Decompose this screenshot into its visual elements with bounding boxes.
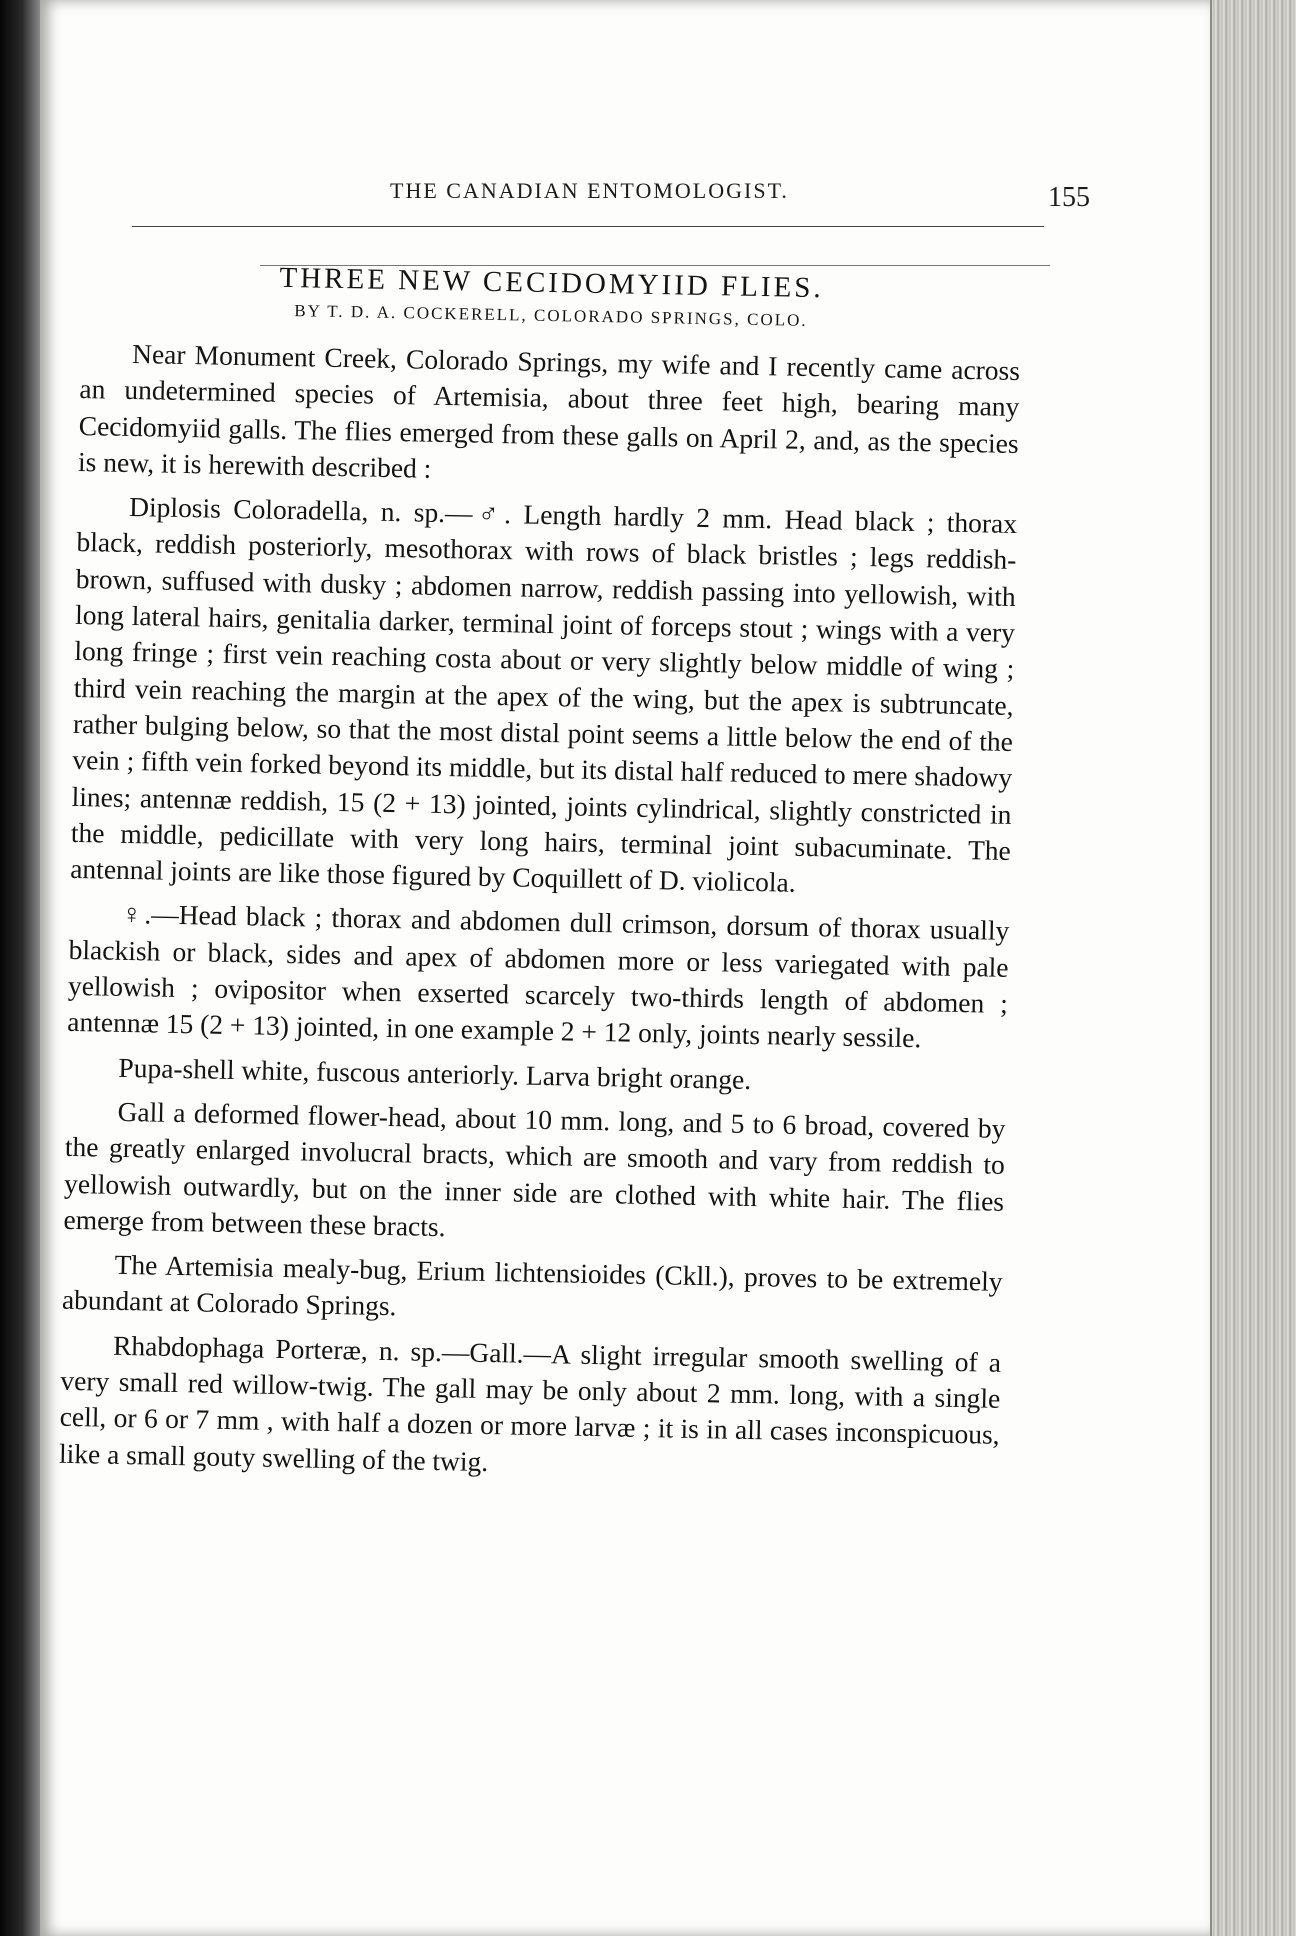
article-title: THREE NEW CECIDOMYIID FLIES. xyxy=(279,261,824,305)
paragraph-pupa-larva: Pupa-shell white, fuscous anteriorly. Larva bright orange. xyxy=(118,1051,752,1095)
paragraph-female-description: ♀.—Head black ; thorax and abdomen dull crimson, dorsum of thorax usually blackish or black, sides and apex of abdomen more or less variegated with pale yellowish ; ovipositor when exserted scarcely two-thirds length of abdomen ; antennæ 15 (2 + 13) jointed, in one example 2 + 12 only, joints nearly sessile. xyxy=(67,898,1010,1054)
scan-left-margin xyxy=(0,0,40,1936)
article-byline: BY T. D. A. COCKERELL, COLORADO SPRINGS, COLO. xyxy=(294,301,808,330)
header-rule xyxy=(132,226,1044,227)
article xyxy=(59,258,1022,1498)
running-head: THE CANADIAN ENTOMOLOGIST. xyxy=(390,178,789,203)
paragraph-rhabdophaga: Rhabdophaga Porteræ, n. sp.—Gall.—A slight irregular smooth swelling of a very small red willow-twig. The gall may be only about 2 mm. long, with a single cell, or 6 or 7 mm , with half a dozen or more larvæ ; it is in all cases inconspicuous, like a small gouty swelling of the twig. xyxy=(58,1329,1002,1477)
page-number: 155 xyxy=(1048,182,1090,213)
book-fore-edge xyxy=(1210,0,1296,1936)
paragraph-male-description: Diplosis Coloradella, n. sp.—♂. Length hardly 2 mm. Head black ; thorax black, reddish posteriorly, mesothorax with rows of black bristles ; legs reddish-brown, suffused with dusky ; abdomen narrow, reddish passing into yellowish, with long lateral hairs, genitalia darker, terminal joint of forceps stout ; wings with a very long fringe ; first vein reaching costa about or very slightly below middle of wing ; third vein reaching the margin at the apex of the wing, but the apex is subtruncate, rather bulging below, so that the most distal point seems a little below the end of the vein ; fifth vein forked beyond its middle, but its distal half reduced to mere shadowy lines; antennæ reddish, 15 (2 + 13) jointed, joints cylindrical, slightly constricted in the middle, pedicillate with very long hairs, terminal joint subacuminate. The antennal joints are like those figured by Coquillett of D. violicola. xyxy=(69,491,1018,898)
paragraph-intro: Near Monument Creek, Colorado Springs, my wife and I recently came across an undetermined species of Artemisia, about three feet high, bearing many Cecidomyiid galls. The flies emerged from these galls on April 2, and, as the species is new, it is herewith described : xyxy=(77,337,1021,484)
paragraph-gall: Gall a deformed flower-head, about 10 mm. long, and 5 to 6 broad, covered by the greatly enlarged involucral bracts, which are smooth and vary from reddish to yellowish outwardly, but on the inner side are clothed with white hair. The flies emerge from between these bracts. xyxy=(63,1095,1006,1242)
paragraph-mealy-bug: The Artemisia mealy-bug, Erium lichtensioides (Ckll.), proves to be extremely abundant at Colorado Springs. xyxy=(61,1248,1003,1322)
page-header xyxy=(90,178,1090,228)
